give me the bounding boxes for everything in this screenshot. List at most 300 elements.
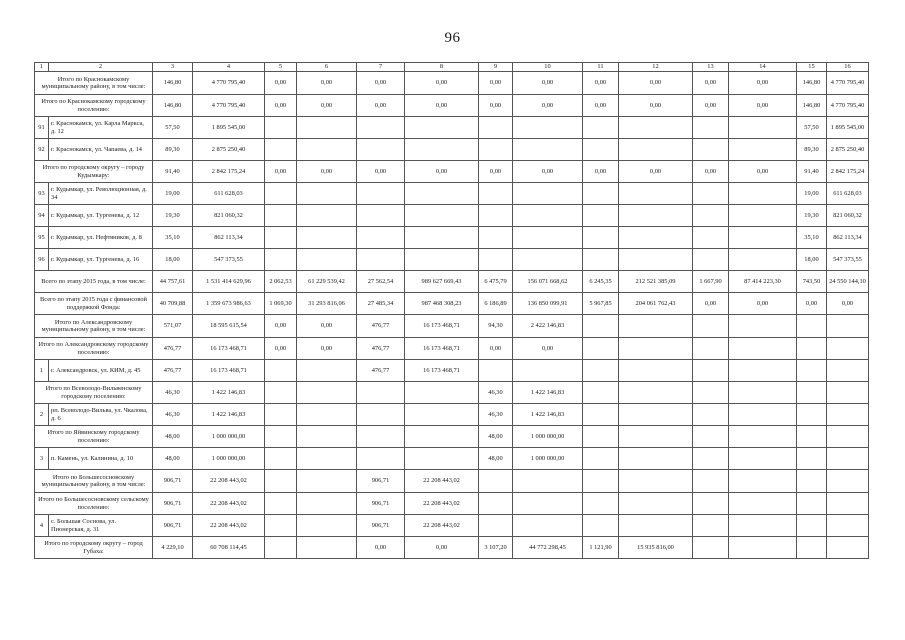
value-cell: 4 770 795,40 [827, 95, 869, 117]
column-number-header: 10 [513, 63, 583, 72]
value-cell [693, 448, 729, 470]
value-cell: 0,00 [693, 72, 729, 95]
value-cell: 0,00 [513, 338, 583, 360]
value-cell [265, 515, 297, 537]
value-cell: 22 208 443,02 [405, 470, 479, 493]
value-cell [479, 249, 513, 271]
value-cell [265, 205, 297, 227]
value-cell: 46,30 [479, 404, 513, 426]
value-cell: 4 770 795,40 [193, 72, 265, 95]
address-label: г. Кудымкар, ул. Революционная, д. 34 [49, 183, 153, 205]
value-cell [357, 227, 405, 249]
column-number-header: 12 [619, 63, 693, 72]
value-cell: 22 208 443,02 [193, 493, 265, 515]
value-cell: 24 550 144,10 [827, 271, 869, 293]
value-cell: 476,77 [153, 338, 193, 360]
row-number: 1 [35, 360, 49, 382]
value-cell: 16 173 468,71 [405, 338, 479, 360]
value-cell: 989 627 669,43 [405, 271, 479, 293]
total-label: Итого по городскому округу – город Губаха: [35, 537, 153, 559]
address-label: г. Александровск, ул. КИМ, д. 45 [49, 360, 153, 382]
address-row [35, 205, 869, 227]
value-cell: 0,00 [265, 315, 297, 338]
value-cell [797, 515, 827, 537]
value-cell: 547 373,55 [193, 249, 265, 271]
value-cell: 27 485,34 [357, 293, 405, 315]
value-cell [693, 404, 729, 426]
value-cell: 821 060,32 [827, 205, 869, 227]
value-cell: 1 121,90 [583, 537, 619, 559]
value-cell [583, 448, 619, 470]
value-cell: 0,00 [297, 72, 357, 95]
value-cell [729, 183, 797, 205]
value-cell: 22 208 443,02 [193, 470, 265, 493]
total-row [35, 382, 869, 404]
value-cell: 987 468 308,23 [405, 293, 479, 315]
value-cell: 89,30 [797, 139, 827, 161]
value-cell [265, 426, 297, 448]
value-cell [297, 470, 357, 493]
value-cell [583, 338, 619, 360]
value-cell: 571,07 [153, 315, 193, 338]
housing-program-table [34, 62, 869, 559]
value-cell: 0,00 [357, 537, 405, 559]
value-cell [513, 227, 583, 249]
value-cell [479, 205, 513, 227]
value-cell [265, 448, 297, 470]
value-cell: 0,00 [693, 95, 729, 117]
value-cell [265, 493, 297, 515]
value-cell [265, 227, 297, 249]
value-cell: 906,71 [357, 515, 405, 537]
value-cell: 2 875 250,40 [193, 139, 265, 161]
total-row [35, 161, 869, 183]
address-row [35, 515, 869, 537]
value-cell: 0,00 [479, 338, 513, 360]
value-cell [619, 426, 693, 448]
value-cell: 19,00 [797, 183, 827, 205]
value-cell [693, 117, 729, 139]
header-row [35, 63, 869, 72]
value-cell: 0,00 [479, 72, 513, 95]
value-cell [405, 117, 479, 139]
value-cell [357, 448, 405, 470]
value-cell [297, 404, 357, 426]
value-cell [729, 205, 797, 227]
value-cell: 44 772 298,45 [513, 537, 583, 559]
value-cell [265, 470, 297, 493]
value-cell: 906,71 [153, 493, 193, 515]
total-label: Итого по Яйвинскому городскому поселению: [35, 426, 153, 448]
value-cell [619, 249, 693, 271]
value-cell [513, 205, 583, 227]
value-cell [619, 360, 693, 382]
value-cell [693, 338, 729, 360]
total-row [35, 293, 869, 315]
value-cell [619, 515, 693, 537]
value-cell: 19,30 [153, 205, 193, 227]
value-cell: 46,30 [153, 404, 193, 426]
total-row [35, 338, 869, 360]
value-cell: 0,00 [405, 72, 479, 95]
value-cell [297, 382, 357, 404]
value-cell [619, 493, 693, 515]
value-cell [583, 426, 619, 448]
value-cell: 0,00 [357, 72, 405, 95]
address-label: г. Кудымкар, ул. Нефтяников, д. 8 [49, 227, 153, 249]
row-number: 92 [35, 139, 49, 161]
value-cell [729, 338, 797, 360]
value-cell: 89,30 [153, 139, 193, 161]
value-cell: 743,50 [797, 271, 827, 293]
value-cell: 0,00 [827, 293, 869, 315]
value-cell: 31 293 816,06 [297, 293, 357, 315]
value-cell: 94,30 [479, 315, 513, 338]
value-cell [619, 139, 693, 161]
value-cell [797, 360, 827, 382]
value-cell: 862 113,34 [193, 227, 265, 249]
value-cell: 0,00 [479, 161, 513, 183]
value-cell: 1 895 545,00 [193, 117, 265, 139]
value-cell [297, 515, 357, 537]
value-cell: 57,50 [153, 117, 193, 139]
value-cell [357, 205, 405, 227]
value-cell: 16 173 468,71 [193, 338, 265, 360]
value-cell [265, 139, 297, 161]
value-cell: 0,00 [729, 293, 797, 315]
column-number-header: 2 [49, 63, 153, 72]
value-cell: 48,00 [153, 448, 193, 470]
value-cell [583, 139, 619, 161]
value-cell [297, 117, 357, 139]
value-cell: 2 062,53 [265, 271, 297, 293]
value-cell [265, 249, 297, 271]
value-cell: 146,80 [153, 72, 193, 95]
value-cell: 1 000 000,00 [193, 426, 265, 448]
value-cell [619, 382, 693, 404]
value-cell [827, 426, 869, 448]
column-number-header: 16 [827, 63, 869, 72]
address-row [35, 227, 869, 249]
value-cell [405, 249, 479, 271]
value-cell [729, 382, 797, 404]
value-cell: 16 173 468,71 [405, 315, 479, 338]
value-cell: 1 895 545,00 [827, 117, 869, 139]
value-cell [297, 183, 357, 205]
value-cell: 46,30 [153, 382, 193, 404]
row-number: 4 [35, 515, 49, 537]
value-cell [693, 249, 729, 271]
value-cell [693, 426, 729, 448]
value-cell [693, 315, 729, 338]
value-cell: 3 107,20 [479, 537, 513, 559]
value-cell [827, 315, 869, 338]
value-cell [797, 493, 827, 515]
total-label: Итого по Большесосновскому сельскому поселению: [35, 493, 153, 515]
value-cell [405, 448, 479, 470]
value-cell [729, 493, 797, 515]
total-row [35, 426, 869, 448]
value-cell: 0,00 [297, 95, 357, 117]
value-cell [357, 183, 405, 205]
value-cell [405, 205, 479, 227]
value-cell [265, 183, 297, 205]
value-cell: 0,00 [797, 293, 827, 315]
value-cell: 5 967,85 [583, 293, 619, 315]
value-cell: 0,00 [513, 161, 583, 183]
value-cell: 862 113,34 [827, 227, 869, 249]
value-cell [479, 117, 513, 139]
value-cell: 18 595 615,54 [193, 315, 265, 338]
value-cell: 22 208 443,02 [405, 515, 479, 537]
value-cell [827, 448, 869, 470]
value-cell [583, 382, 619, 404]
value-cell [827, 470, 869, 493]
value-cell: 2 842 175,24 [193, 161, 265, 183]
row-number: 96 [35, 249, 49, 271]
value-cell [479, 515, 513, 537]
column-number-header: 8 [405, 63, 479, 72]
value-cell [357, 382, 405, 404]
value-cell [265, 382, 297, 404]
value-cell [619, 470, 693, 493]
value-cell [797, 382, 827, 404]
value-cell [357, 117, 405, 139]
value-cell: 1 422 146,83 [513, 382, 583, 404]
value-cell [729, 470, 797, 493]
column-number-header: 9 [479, 63, 513, 72]
value-cell [513, 360, 583, 382]
value-cell [729, 515, 797, 537]
value-cell [827, 515, 869, 537]
value-cell: 0,00 [265, 72, 297, 95]
value-cell [583, 360, 619, 382]
value-cell: 156 071 668,62 [513, 271, 583, 293]
row-number: 95 [35, 227, 49, 249]
value-cell [583, 249, 619, 271]
row-number: 3 [35, 448, 49, 470]
value-cell [583, 183, 619, 205]
value-cell: 22 208 443,02 [405, 493, 479, 515]
value-cell: 906,71 [357, 470, 405, 493]
total-label: Итого по городскому округу – городу Кудымкару: [35, 161, 153, 183]
value-cell [729, 537, 797, 559]
value-cell: 16 173 468,71 [193, 360, 265, 382]
value-cell [729, 360, 797, 382]
value-cell [619, 404, 693, 426]
address-row [35, 404, 869, 426]
value-cell [693, 139, 729, 161]
value-cell: 1 069,30 [265, 293, 297, 315]
row-number: 91 [35, 117, 49, 139]
value-cell: 1 531 414 629,96 [193, 271, 265, 293]
value-cell [827, 493, 869, 515]
value-cell [297, 249, 357, 271]
total-row [35, 72, 869, 95]
value-cell [479, 493, 513, 515]
value-cell: 1 000 000,00 [513, 426, 583, 448]
value-cell: 0,00 [405, 95, 479, 117]
value-cell [297, 227, 357, 249]
total-row [35, 95, 869, 117]
total-label: Итого по Всеволодо-Вильвенскому городскому поселению: [35, 382, 153, 404]
value-cell [797, 338, 827, 360]
value-cell [479, 227, 513, 249]
value-cell: 0,00 [693, 161, 729, 183]
value-cell [693, 470, 729, 493]
address-row [35, 448, 869, 470]
value-cell: 1 667,90 [693, 271, 729, 293]
value-cell: 1 359 673 986,63 [193, 293, 265, 315]
value-cell [513, 470, 583, 493]
value-cell [693, 227, 729, 249]
value-cell: 19,00 [153, 183, 193, 205]
value-cell: 57,50 [797, 117, 827, 139]
value-cell: 0,00 [265, 338, 297, 360]
value-cell: 0,00 [357, 95, 405, 117]
value-cell: 18,00 [153, 249, 193, 271]
value-cell: 0,00 [619, 161, 693, 183]
value-cell [513, 249, 583, 271]
value-cell [693, 183, 729, 205]
value-cell [797, 537, 827, 559]
column-number-header: 11 [583, 63, 619, 72]
value-cell [297, 139, 357, 161]
value-cell: 4 770 795,40 [193, 95, 265, 117]
value-cell [583, 493, 619, 515]
address-label: г. Краснокамск, ул. Чапаева, д. 14 [49, 139, 153, 161]
value-cell: 611 628,03 [193, 183, 265, 205]
value-cell: 476,77 [357, 338, 405, 360]
value-cell: 91,40 [153, 161, 193, 183]
value-cell [297, 537, 357, 559]
value-cell: 0,00 [357, 161, 405, 183]
value-cell: 2 875 250,40 [827, 139, 869, 161]
value-cell: 44 757,61 [153, 271, 193, 293]
value-cell: 0,00 [729, 95, 797, 117]
value-cell: 476,77 [357, 360, 405, 382]
total-label: Всего по этапу 2015 года с финансовой поддержкой Фонда: [35, 293, 153, 315]
value-cell [583, 315, 619, 338]
value-cell: 212 521 385,09 [619, 271, 693, 293]
value-cell [357, 249, 405, 271]
row-number: 2 [35, 404, 49, 426]
value-cell: 48,00 [479, 448, 513, 470]
value-cell: 476,77 [357, 315, 405, 338]
address-label: г. Краснокамск, ул. Карла Маркса, д. 12 [49, 117, 153, 139]
value-cell [729, 227, 797, 249]
value-cell [729, 315, 797, 338]
value-cell: 146,80 [797, 95, 827, 117]
total-label: Итого по Александровскому городскому поселению: [35, 338, 153, 360]
total-label: Итого по Краснокамскому муниципальному району, в том числе: [35, 72, 153, 95]
value-cell: 0,00 [479, 95, 513, 117]
value-cell: 6 245,35 [583, 271, 619, 293]
value-cell [513, 493, 583, 515]
value-cell [797, 470, 827, 493]
value-cell [693, 537, 729, 559]
value-cell: 6 475,79 [479, 271, 513, 293]
value-cell [797, 426, 827, 448]
value-cell: 1 422 146,83 [513, 404, 583, 426]
value-cell: 27 562,54 [357, 271, 405, 293]
value-cell [583, 470, 619, 493]
value-cell [297, 205, 357, 227]
value-cell [797, 315, 827, 338]
total-row [35, 493, 869, 515]
value-cell [619, 205, 693, 227]
value-cell: 0,00 [265, 95, 297, 117]
column-number-header: 6 [297, 63, 357, 72]
column-number-header: 14 [729, 63, 797, 72]
value-cell: 611 628,03 [827, 183, 869, 205]
value-cell: 91,40 [797, 161, 827, 183]
value-cell: 48,00 [153, 426, 193, 448]
value-cell [265, 537, 297, 559]
value-cell: 0,00 [729, 161, 797, 183]
value-cell [619, 448, 693, 470]
address-label: г. Кудымкар, ул. Тургенева, д. 16 [49, 249, 153, 271]
page-number: 96 [444, 30, 461, 46]
value-cell [693, 515, 729, 537]
value-cell: 35,10 [153, 227, 193, 249]
value-cell: 0,00 [297, 161, 357, 183]
column-number-header: 15 [797, 63, 827, 72]
value-cell: 204 061 762,43 [619, 293, 693, 315]
value-cell [583, 404, 619, 426]
row-number: 93 [35, 183, 49, 205]
value-cell: 46,30 [479, 382, 513, 404]
value-cell [583, 205, 619, 227]
column-number-header: 3 [153, 63, 193, 72]
value-cell [827, 537, 869, 559]
value-cell [265, 360, 297, 382]
value-cell [405, 382, 479, 404]
address-row [35, 139, 869, 161]
value-cell: 821 060,32 [193, 205, 265, 227]
value-cell [583, 227, 619, 249]
value-cell: 2 422 146,83 [513, 315, 583, 338]
value-cell [693, 360, 729, 382]
value-cell: 15 935 816,00 [619, 537, 693, 559]
value-cell: 0,00 [583, 161, 619, 183]
value-cell [827, 382, 869, 404]
value-cell: 0,00 [619, 72, 693, 95]
total-label: Итого по Большесосновскому муниципальному району, в том числе: [35, 470, 153, 493]
value-cell [357, 404, 405, 426]
value-cell: 16 173 468,71 [405, 360, 479, 382]
address-row [35, 249, 869, 271]
value-cell: 547 373,55 [827, 249, 869, 271]
value-cell [357, 139, 405, 161]
value-cell: 0,00 [583, 95, 619, 117]
value-cell: 0,00 [405, 161, 479, 183]
value-cell [513, 117, 583, 139]
address-label: рп. Всеволодо-Вильва, ул. Чкалова, д. 6 [49, 404, 153, 426]
value-cell [265, 404, 297, 426]
value-cell [479, 139, 513, 161]
value-cell: 35,10 [797, 227, 827, 249]
total-row [35, 271, 869, 293]
value-cell: 4 229,10 [153, 537, 193, 559]
value-cell: 146,80 [797, 72, 827, 95]
total-label: Всего по этапу 2015 года, в том числе: [35, 271, 153, 293]
value-cell [405, 426, 479, 448]
value-cell: 18,00 [797, 249, 827, 271]
total-label: Итого по Александровскому муниципальному району, в том числе: [35, 315, 153, 338]
value-cell [827, 360, 869, 382]
value-cell [729, 426, 797, 448]
